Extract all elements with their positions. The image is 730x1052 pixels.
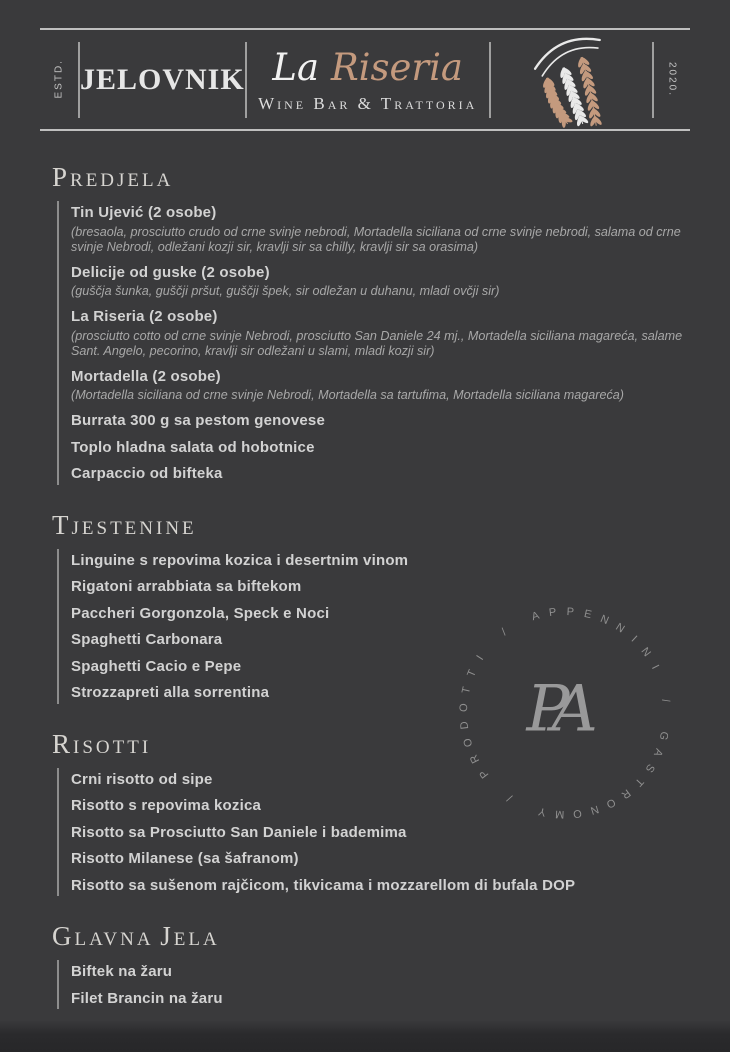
watermark-ring-letter: I [648, 663, 662, 672]
watermark-monogram: PA [526, 672, 586, 747]
established-label: ESTD. [53, 59, 65, 99]
item-name: Toplo hladna salata od hobotnice [71, 438, 315, 456]
menu-item [71, 795, 688, 815]
menu-item [71, 772, 688, 789]
watermark-ring-letter: N [638, 645, 653, 660]
menu-item [71, 466, 688, 483]
watermark-ring-letter: R [467, 752, 483, 766]
watermark-ring-letter: I [474, 653, 487, 663]
item-name: Risotto sa Prosciutto San Daniele i bademima [71, 823, 407, 841]
watermark-ring-letter: Y [537, 804, 548, 819]
header [40, 28, 690, 131]
item-name: Linguine s repovima kozica i desertnim vinom [71, 551, 409, 569]
menu-item [71, 685, 688, 702]
menu-section-predjela [52, 163, 688, 485]
watermark-ring-letter: T [459, 685, 474, 695]
watermark-ring-letter: O [457, 703, 471, 713]
item-name: Burrata 300 g sa pestom genovese [71, 412, 326, 429]
watermark-ring-letter: I [628, 633, 640, 645]
section-heading: RISOTTI [52, 728, 152, 759]
item-name: La Riseria (2 osobe) [71, 308, 218, 325]
heading-initial: T [52, 509, 72, 540]
menu-page [0, 28, 730, 1052]
menu-item [71, 413, 688, 430]
section-items [57, 549, 688, 704]
menu-item [71, 878, 688, 895]
brand-tagline: Wine Bar & Trattoria [258, 93, 478, 113]
watermark-ring-letter: A [530, 609, 541, 624]
menu-item [71, 369, 688, 404]
watermark-ring-letter: O [572, 806, 583, 820]
menu-item [71, 606, 688, 623]
heading-initial: G [52, 921, 75, 951]
watermark-ring-letter: S [642, 761, 657, 775]
menu-item [71, 659, 688, 676]
item-name: Risotto Milanese (sa šafranom) [71, 850, 299, 867]
watermark-ring-letter: / [505, 791, 515, 804]
heading-initial: J [160, 921, 174, 951]
menu-item [71, 265, 688, 300]
item-name: Crni risotto od sipe [71, 770, 213, 788]
menu-item [71, 309, 688, 359]
item-description: (Mortadella siciliana od crne svinje Nebrodi, Mortadella sa tartufima, Mortadella siciliana magareća) [71, 388, 624, 402]
menu-item [71, 964, 688, 981]
watermark-ring-letter: T [632, 775, 646, 789]
watermark-ring-letter: O [461, 736, 476, 749]
wheat-icon [491, 30, 652, 129]
menu-sections [0, 163, 730, 1009]
menu-item [71, 553, 688, 570]
item-name: Paccheri Gorgonzola, Speck e Noci [71, 604, 330, 622]
section-heading: TJESTENINE [52, 509, 197, 540]
watermark-ring-letter: D [458, 720, 472, 730]
watermark-ring-letter: P [477, 767, 492, 781]
item-name: Strozzapreti alla sorrentina [71, 684, 270, 701]
brand-name-second: Riseria [330, 45, 463, 89]
watermark-ring-letter: N [613, 621, 627, 636]
item-name: Spaghetti Carbonara [71, 631, 223, 648]
brand-name-first: La [272, 45, 320, 89]
menu-section-glavna-jela [52, 922, 688, 1009]
section-items [57, 960, 688, 1009]
item-name: Risotto s repovima kozica [71, 797, 262, 814]
item-name: Tin Ujević (2 osobe) [71, 204, 217, 221]
heading-initial: R [52, 728, 74, 759]
watermark-ring-letter: A [651, 746, 665, 759]
watermark-ring-letter: N [598, 612, 611, 628]
wheat-icon-graphic [527, 31, 615, 128]
item-description: (prosciutto cotto od crne svinje Nebrodi, prosciutto San Daniele 24 mj., Mortadella siciliana magareća, salame Sant. Angelo, pecorino, kravlji sir odležani u slami, mladi kozji sir) [71, 328, 683, 358]
menu-item [71, 851, 688, 868]
menu-item [71, 991, 688, 1008]
menu-item [71, 440, 688, 457]
item-description: (bresaola, prosciutto crudo od crne svinje nebrodi, Mortadella siciliana od crne svinje nebrodi, salama od crne svinje Nebrodi, odležani kozji sir, kravlji sir sa chilly, kravlji sir sa orasima) [71, 224, 681, 254]
watermark-ring-letter: E [582, 607, 593, 622]
watermark-ring-letter: O [604, 795, 618, 811]
watermark-ring-letter: M [554, 807, 565, 821]
section-items [57, 768, 688, 897]
item-name: Risotto sa sušenom rajčicom, tikvicama i mozzarellom di bufala DOP [71, 876, 576, 894]
menu-section-risotti [52, 730, 688, 897]
item-name: Biftek na žaru [71, 963, 173, 980]
item-name: Spaghetti Cacio e Pepe [71, 657, 242, 675]
watermark-ring-letter: P [566, 605, 575, 619]
menu-title: JELOVNIK [80, 62, 245, 96]
section-heading: GLAVNA JELA [52, 921, 220, 951]
watermark-ring-letter: G [656, 730, 671, 742]
item-description: (guščja šunka, guščji pršut, guščji špek, sir odležan u duhanu, mladi ovčji sir) [71, 284, 500, 298]
item-name: Filet Brancin na žaru [71, 989, 223, 1007]
item-name: Delicije od guske (2 osobe) [71, 263, 270, 281]
brand-name [247, 45, 489, 89]
menu-item [71, 825, 688, 842]
watermark-ring-letter: / [499, 626, 510, 639]
watermark-ring-letter: T [465, 668, 479, 679]
established-year: 2020. [666, 61, 678, 98]
watermark-ring-letter: N [588, 802, 601, 817]
section-items [57, 201, 688, 485]
header-divider [652, 42, 654, 118]
menu-item [71, 579, 688, 596]
menu-item [71, 632, 688, 649]
section-heading: PREDJELA [52, 162, 174, 192]
menu-section-tjestenine [52, 511, 688, 704]
brand-block [247, 46, 489, 114]
watermark-ring-letter: R [618, 786, 633, 801]
item-name: Rigatoni arrabbiata sa biftekom [71, 578, 302, 595]
item-name: Mortadella (2 osobe) [71, 367, 221, 385]
menu-item [71, 205, 688, 255]
watermark-ring-letter: / [659, 698, 672, 703]
heading-initial: P [52, 162, 71, 192]
watermark-ring-letter: P [548, 606, 558, 620]
item-name: Carpaccio od bifteka [71, 465, 223, 482]
